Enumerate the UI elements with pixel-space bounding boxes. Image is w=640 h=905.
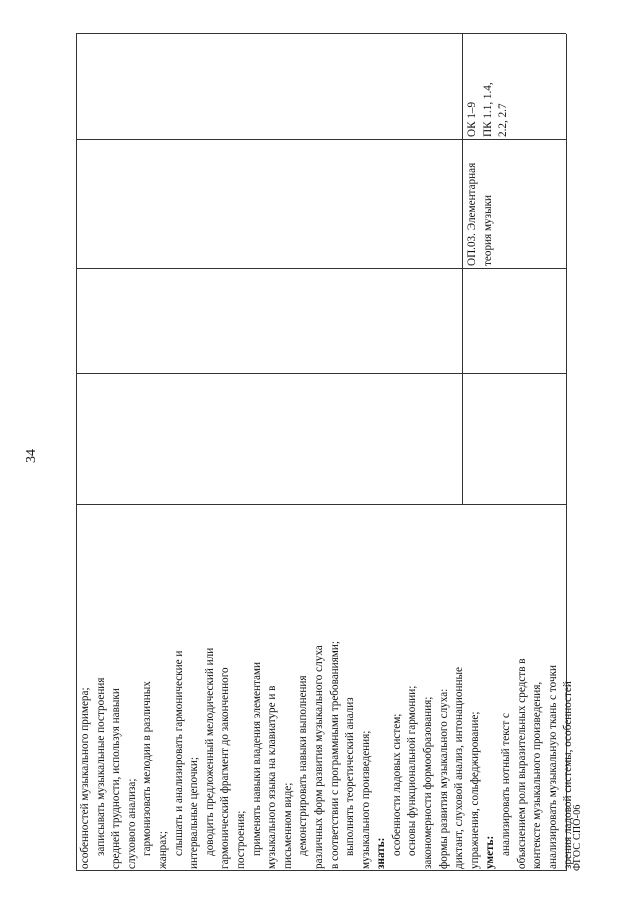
znat-label: знать:: [375, 837, 388, 869]
znat-item: основы функциональной гармонии;: [406, 685, 419, 856]
competency-line: интервальные цепочки;: [188, 757, 201, 869]
table-border-right: [76, 33, 566, 34]
competency-line: гармонический фрагмент до законченного: [219, 667, 232, 869]
competency-line: записывать музыкальные построения: [94, 677, 107, 856]
table-column-divider: [76, 504, 566, 505]
table-column-divider: [76, 268, 566, 269]
umet-item: объяснением роли выразительных средств в: [515, 658, 528, 869]
competency-cell: [78, 509, 575, 869]
table-column-divider: [76, 373, 566, 374]
competency-line: жанрах;: [156, 831, 169, 869]
table-border-left: [76, 870, 566, 871]
codes-cell: [465, 36, 563, 137]
competency-line: построения;: [234, 810, 247, 869]
codes-line: ОК 1–9: [466, 101, 478, 137]
competency-line: слышать и анализировать гармонические и: [172, 650, 185, 856]
table-border-top: [76, 34, 77, 871]
competency-line: гармонизовать мелодии в различных: [141, 681, 154, 856]
footer-code: ФГОС СПО-06: [572, 804, 583, 871]
znat-item: формы развития музыкального слуха:: [437, 688, 450, 869]
table-column-divider: [76, 139, 566, 140]
discipline-cell: [465, 142, 563, 266]
competency-line: в соответствии с программными требованиями;: [328, 641, 341, 869]
discipline-line: ОП.03. Элементарная: [466, 162, 478, 266]
znat-item: диктант, слуховой анализ, интонационные: [453, 667, 466, 869]
competency-line: выполнять теоретический анализ: [344, 697, 357, 856]
competency-line: музыкального языка на клавиатуре и в: [266, 685, 279, 869]
znat-item: особенности ладовых систем;: [390, 713, 403, 856]
competency-line: различных форм развития музыкального слуха: [312, 645, 325, 869]
competency-line: средней трудности, используя навыки: [110, 688, 123, 869]
umet-item: контексте музыкального произведения,: [531, 681, 544, 869]
codes-line: ПК 1.1, 1.4,: [481, 82, 494, 137]
znat-item: упражнения, сольфеджирование;: [468, 711, 481, 869]
competency-line: особенностей музыкального примера;: [79, 687, 91, 869]
codes-line: 2.2, 2.7: [497, 103, 510, 137]
competency-line: доводить предложенный мелодический или: [203, 647, 216, 856]
umet-item: анализировать нотный текст с: [500, 712, 513, 856]
competency-line: демонстрировать навыки выполнения: [297, 675, 310, 856]
competency-line: применять навыки владения элементами: [250, 661, 263, 856]
umet-label: уметь:: [484, 835, 497, 869]
umet-item: зрения ладовой системы, особенностей: [562, 681, 575, 869]
discipline-line: теория музыки: [481, 194, 494, 266]
umet-item: анализировать музыкальную ткань с точки: [546, 664, 559, 869]
table-row-divider: [462, 34, 463, 505]
znat-item: закономерности формообразования;: [422, 696, 435, 869]
competency-line: слухового анализа;: [125, 778, 138, 869]
competency-line: письменном виде;: [281, 782, 294, 869]
competency-line: музыкального произведения;: [359, 730, 372, 869]
page-number: 34: [24, 449, 39, 463]
